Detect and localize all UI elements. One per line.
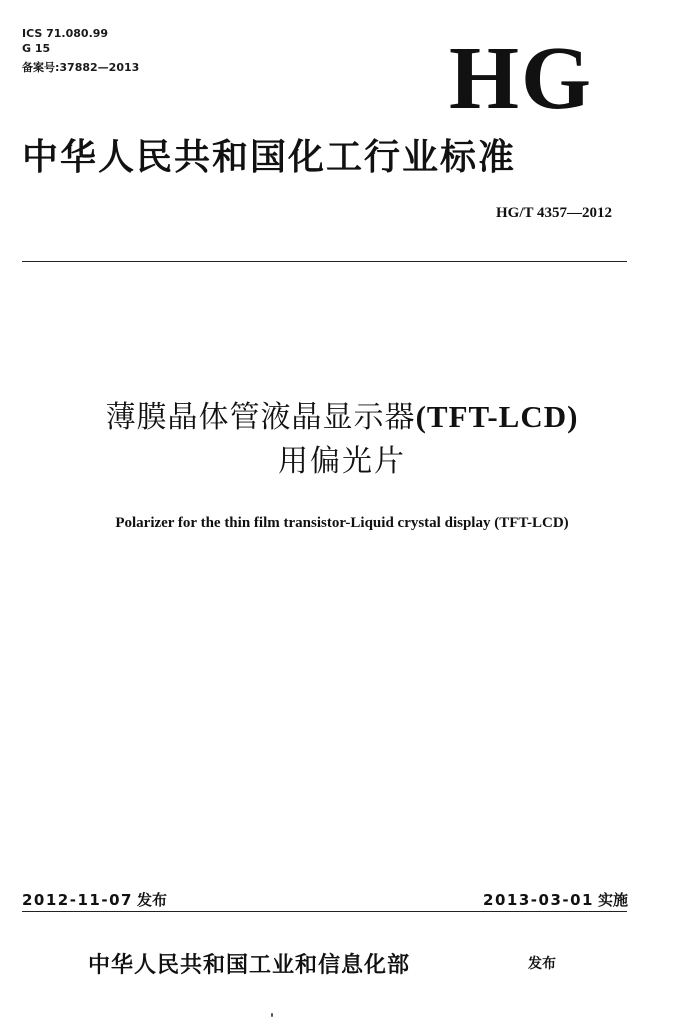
standard-number: HG/T 4357—2012 [496, 205, 612, 221]
title-chinese-abbreviation: (TFT-LCD) [415, 399, 579, 434]
record-number: 备案号:37882—2013 [22, 61, 140, 74]
top-divider [22, 261, 627, 262]
issue-date-label: 发布 [136, 891, 167, 909]
scan-speck [271, 1013, 273, 1017]
issuing-authority-label: 发布 [528, 956, 556, 972]
implementation-date-label: 实施 [597, 891, 628, 909]
standard-category-title: 中华人民共和国化工行业标准 [22, 136, 517, 178]
issue-date-value: 2012-11-07 [22, 891, 133, 909]
bottom-divider [22, 911, 627, 912]
title-chinese-line-2: 用偏光片 [278, 444, 406, 479]
title-english: Polarizer for the thin film transistor-Liquid crystal display (TFT-LCD) [115, 515, 569, 531]
title-chinese-line-1 [0, 397, 684, 438]
implementation-date-value: 2013-03-01 [483, 891, 594, 909]
ics-code: ICS 71.080.99 [22, 27, 109, 40]
issuing-authority: 中华人民共和国工业和信息化部 [88, 952, 411, 978]
title-chinese-prefix: 薄膜晶体管液晶显示器 [105, 400, 416, 435]
hg-logo: HG [449, 29, 594, 128]
g-classification-code: G 15 [22, 42, 51, 55]
implementation-date [483, 889, 628, 910]
issue-date [22, 889, 167, 910]
